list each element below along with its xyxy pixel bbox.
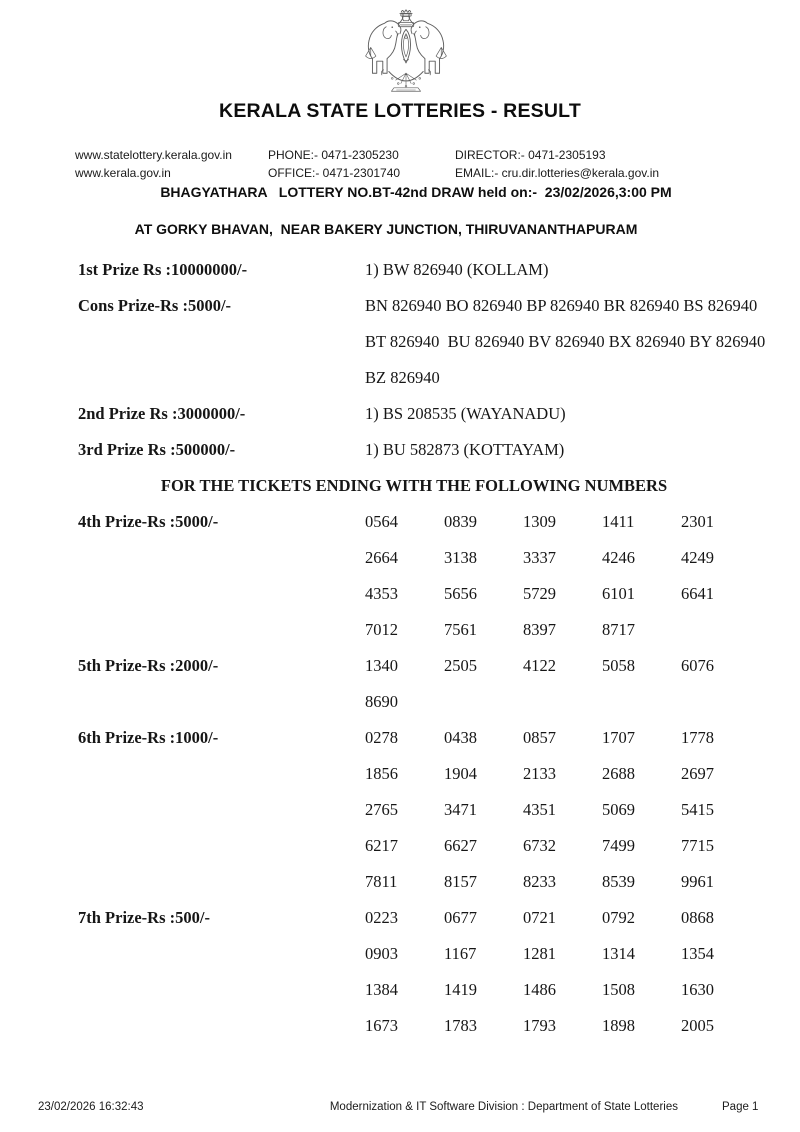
ticket-number: 7012: [365, 620, 398, 639]
cons-prize-line: BT 826940 BU 826940 BV 826940 BX 826940 BY 826940: [365, 332, 766, 351]
ticket-number: 1419: [444, 980, 477, 999]
prize-label: 5th Prize-Rs :2000/-: [78, 656, 219, 675]
ticket-number: 2505: [444, 656, 477, 675]
ticket-number: 1707: [602, 728, 635, 747]
ticket-number: 8717: [602, 620, 635, 639]
ending-prize-group-6th: [0, 720, 800, 900]
ticket-number: 4249: [681, 548, 714, 567]
ticket-number: 2133: [523, 764, 556, 783]
ticket-number: 0857: [523, 728, 556, 747]
prize-label: 1st Prize Rs :10000000/-: [78, 260, 248, 279]
ticket-number: 1898: [602, 1016, 635, 1035]
ticket-numbers-grid: [365, 504, 800, 648]
ticket-number: 7811: [365, 872, 398, 891]
ticket-number: 9961: [681, 872, 714, 891]
ticket-number: 4246: [602, 548, 635, 567]
ticket-number: 2005: [681, 1016, 714, 1035]
ticket-number: 7561: [444, 620, 477, 639]
prize-label: 2nd Prize Rs :3000000/-: [78, 404, 246, 423]
section-header: FOR THE TICKETS ENDING WITH THE FOLLOWING NUMBERS: [160, 476, 668, 495]
ticket-number: 1314: [602, 944, 635, 963]
kerala-govt-emblem-icon: [363, 4, 449, 96]
ticket-number: 6627: [444, 836, 477, 855]
ticket-number: 1673: [365, 1016, 398, 1035]
ticket-number: 1411: [602, 512, 635, 531]
footer-page-number: Page 1: [722, 1101, 759, 1113]
ticket-number: 8539: [602, 872, 635, 891]
page-footer: [0, 1101, 800, 1121]
ticket-number: 7715: [681, 836, 714, 855]
prize-label: 3rd Prize Rs :500000/-: [78, 440, 236, 459]
prize-row-2nd: [0, 396, 800, 432]
prize-row-3rd: [0, 432, 800, 468]
prize-label: 6th Prize-Rs :1000/-: [78, 728, 219, 747]
ticket-number: 1630: [681, 980, 714, 999]
ticket-number: 7499: [602, 836, 635, 855]
cons-prize-line: BZ 826940: [365, 368, 440, 387]
prize-value: 1) BU 582873 (KOTTAYAM): [365, 440, 565, 459]
ticket-number: 0564: [365, 512, 398, 531]
ticket-number: 4351: [523, 800, 556, 819]
contact-director: DIRECTOR:- 0471-2305193: [455, 148, 606, 162]
footer-division: Modernization & IT Software Division : Department of State Lotteries: [329, 1101, 678, 1113]
contact-block: [75, 146, 659, 182]
prize-value: 1) BW 826940 (KOLLAM): [365, 260, 549, 279]
ticket-number: 1904: [444, 764, 477, 783]
prize-row-cons-3: [0, 360, 800, 396]
ticket-number: 6076: [681, 656, 714, 675]
contact-phone: PHONE:- 0471-2305230: [268, 148, 399, 162]
ticket-numbers-grid: [365, 720, 800, 900]
ticket-number: 6732: [523, 836, 556, 855]
ticket-number: 5069: [602, 800, 635, 819]
ticket-number: 0903: [365, 944, 398, 963]
prize-value: 1) BS 208535 (WAYANADU): [365, 404, 566, 423]
draw-title-line: BHAGYATHARA LOTTERY NO.BT-42nd DRAW held on:- 23/02/2026,3:00 PM: [160, 184, 672, 200]
ending-prize-group-5th: [0, 648, 800, 720]
ticket-number: 5729: [523, 584, 556, 603]
ticket-number: 1384: [365, 980, 398, 999]
ticket-number: 0278: [365, 728, 398, 747]
prize-row-cons-2: [0, 324, 800, 360]
ticket-number: 5656: [444, 584, 477, 603]
contact-website-1: www.statelottery.kerala.gov.in: [75, 148, 232, 162]
ticket-number: 0677: [444, 908, 477, 927]
ticket-number: 5415: [681, 800, 714, 819]
ticket-number: 6641: [681, 584, 714, 603]
ticket-number: 3138: [444, 548, 477, 567]
ticket-number: 6217: [365, 836, 398, 855]
ticket-number: 3471: [444, 800, 477, 819]
ending-prize-group-4th: [0, 504, 800, 648]
results-body: [0, 252, 800, 1044]
ticket-number: 8690: [365, 692, 398, 711]
ticket-number: 1486: [523, 980, 556, 999]
prize-row-1st: [0, 252, 800, 288]
ticket-number: 4353: [365, 584, 398, 603]
ticket-number: 4122: [523, 656, 556, 675]
ending-prize-group-7th: [0, 900, 800, 1044]
ticket-numbers-grid: [365, 648, 800, 720]
ticket-number: 1783: [444, 1016, 477, 1035]
venue-line: AT GORKY BHAVAN, NEAR BAKERY JUNCTION, THIRUVANANTHAPURAM: [134, 221, 638, 237]
prize-row-cons: [0, 288, 800, 324]
ticket-number: 6101: [602, 584, 635, 603]
ticket-number: 1281: [523, 944, 556, 963]
prize-label: 4th Prize-Rs :5000/-: [78, 512, 219, 531]
ticket-number: 2688: [602, 764, 635, 783]
prize-label: Cons Prize-Rs :5000/-: [78, 296, 232, 315]
ticket-number: 2697: [681, 764, 714, 783]
ticket-number: 1167: [444, 944, 477, 963]
prize-label: 7th Prize-Rs :500/-: [78, 908, 210, 927]
ticket-number: 8157: [444, 872, 477, 891]
ticket-number: 0721: [523, 908, 556, 927]
ticket-numbers-grid: [365, 900, 800, 1044]
ticket-number: 1309: [523, 512, 556, 531]
ticket-number: 1508: [602, 980, 635, 999]
contact-website-2: www.kerala.gov.in: [75, 166, 171, 180]
contact-office: OFFICE:- 0471-2301740: [268, 166, 401, 180]
ticket-number: 2301: [681, 512, 714, 531]
ticket-number: 1856: [365, 764, 398, 783]
ticket-number: 2664: [365, 548, 398, 567]
ticket-number: 0438: [444, 728, 477, 747]
ticket-number: 8233: [523, 872, 556, 891]
ticket-number: 2765: [365, 800, 398, 819]
page-title: KERALA STATE LOTTERIES - RESULT: [219, 100, 581, 122]
ticket-number: 3337: [523, 548, 556, 567]
ticket-number: 0223: [365, 908, 398, 927]
footer-timestamp: 23/02/2026 16:32:43: [38, 1101, 144, 1113]
cons-prize-line: BN 826940 BO 826940 BP 826940 BR 826940 BS 826940: [365, 296, 758, 315]
ticket-number: 1354: [681, 944, 714, 963]
ticket-number: 0868: [681, 908, 714, 927]
ticket-number: 1340: [365, 656, 398, 675]
ticket-number: 8397: [523, 620, 556, 639]
ticket-number: 1793: [523, 1016, 556, 1035]
ticket-number: 0792: [602, 908, 635, 927]
ticket-number: 0839: [444, 512, 477, 531]
contact-email: EMAIL:- cru.dir.lotteries@kerala.gov.in: [455, 166, 660, 180]
ticket-number: 1778: [681, 728, 714, 747]
ticket-number: 5058: [602, 656, 635, 675]
